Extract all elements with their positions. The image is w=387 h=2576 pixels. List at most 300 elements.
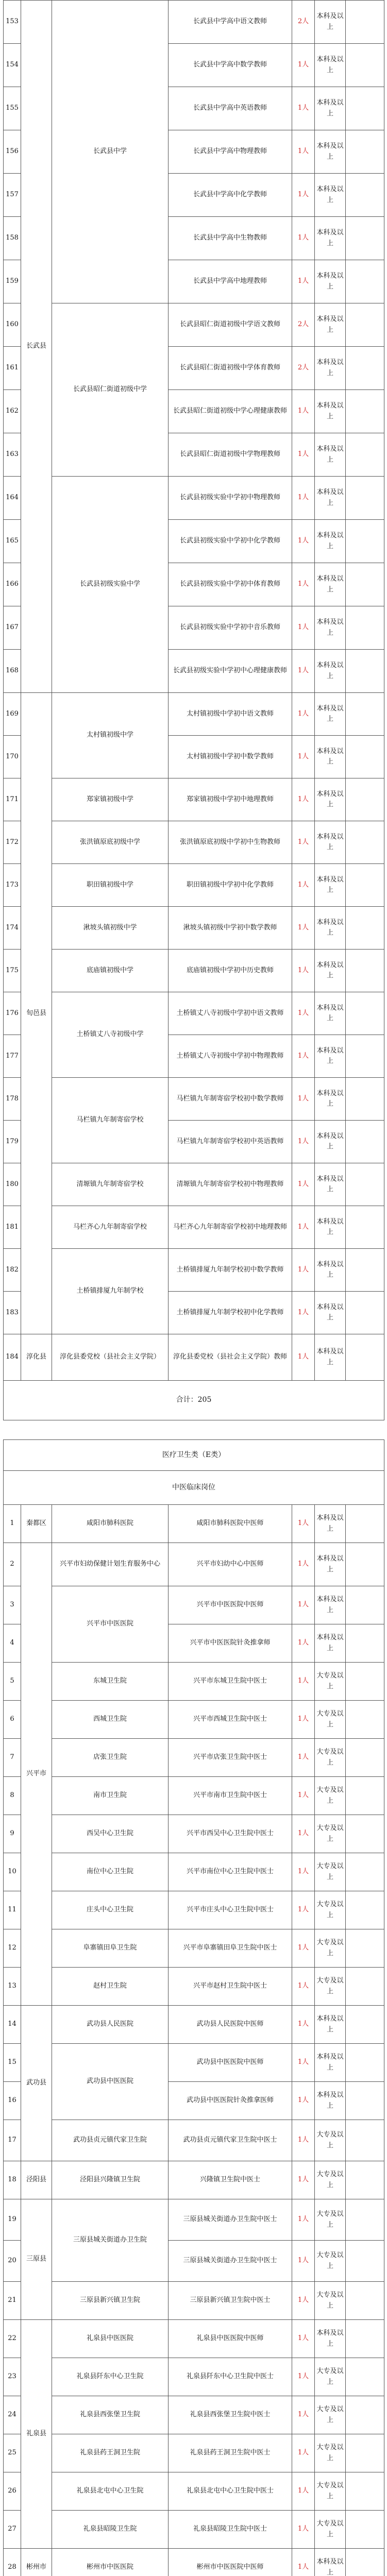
unit-cell: 南位中心卫生院 xyxy=(52,1853,169,1891)
count-cell: 1人 xyxy=(292,217,315,260)
unit-cell: 东城卫生院 xyxy=(52,1663,169,1701)
row-number: 28 xyxy=(4,2549,21,2576)
extra-cell xyxy=(346,606,384,650)
unit-cell: 武功县贞元镇代家卫生院 xyxy=(52,2120,169,2161)
edu-cell: 本科及以上 xyxy=(315,563,346,606)
row-number: 171 xyxy=(4,778,21,821)
count-cell: 1人 xyxy=(292,2199,315,2241)
count-cell: 1人 xyxy=(292,736,315,778)
extra-cell xyxy=(346,1249,384,1292)
row-number: 161 xyxy=(4,347,21,390)
unit-cell: 马栏镇九年制寄宿学校 xyxy=(52,1078,169,1163)
count-cell: 1人 xyxy=(292,2241,315,2282)
count-cell: 1人 xyxy=(292,1586,315,1624)
table-row xyxy=(4,1163,384,1206)
count-cell: 1人 xyxy=(292,2358,315,2396)
post-cell: 湫坡头镇初级中学初中数学教师 xyxy=(169,907,292,950)
count-cell: 1人 xyxy=(292,2320,315,2358)
row-number: 167 xyxy=(4,606,21,650)
post-cell: 武功县中医医院针灸推拿医师 xyxy=(169,2082,292,2120)
edu-cell: 本科及以上 xyxy=(315,174,346,217)
count-cell: 1人 xyxy=(292,1121,315,1163)
row-number: 15 xyxy=(4,2044,21,2082)
post-cell: 礼泉县北屯中心卫生院中医士 xyxy=(169,2472,292,2511)
row-number: 4 xyxy=(4,1624,21,1663)
table-row xyxy=(4,1853,384,1891)
edu-cell: 本科及以上 xyxy=(315,1292,346,1334)
post-cell: 兴平市西吴中心卫生院中医士 xyxy=(169,1815,292,1853)
post-cell: 马栏镇九年制寄宿学校初中数学教师 xyxy=(169,1078,292,1121)
edu-cell: 大专及以上 xyxy=(315,1968,346,2006)
edu-cell: 大专及以上 xyxy=(315,1701,346,1739)
unit-cell: 底庙镇初级中学 xyxy=(52,950,169,992)
row-number: 158 xyxy=(4,217,21,260)
post-cell: 长武县中学高中英语教师 xyxy=(169,87,292,130)
county-cell: 泾阳县 xyxy=(21,2161,52,2199)
unit-cell: 马栏齐心九年制寄宿学校 xyxy=(52,1206,169,1249)
count-cell: 1人 xyxy=(292,778,315,821)
edu-cell: 本科及以上 xyxy=(315,778,346,821)
unit-cell: 张洪镇原底初级中学 xyxy=(52,821,169,864)
table-row xyxy=(4,2396,384,2434)
count-cell: 1人 xyxy=(292,1624,315,1663)
row-number: 9 xyxy=(4,1815,21,1853)
count-cell: 1人 xyxy=(292,1777,315,1815)
edu-cell: 大专及以上 xyxy=(315,2199,346,2241)
post-cell: 长武县中学高中生物教师 xyxy=(169,217,292,260)
table-row xyxy=(4,1249,384,1292)
post-cell: 底庙镇初级中学初中历史教师 xyxy=(169,950,292,992)
unit-cell: 咸阳市肺科医院 xyxy=(52,1505,169,1543)
table-row xyxy=(4,778,384,821)
edu-cell: 本科及以上 xyxy=(315,44,346,87)
edu-cell: 大专及以上 xyxy=(315,1777,346,1815)
county-cell: 淳化县 xyxy=(21,1334,52,1381)
extra-cell xyxy=(346,477,384,520)
row-number: 172 xyxy=(4,821,21,864)
unit-cell: 淳化县委党校（县社会主义学院） xyxy=(52,1334,169,1381)
unit-cell: 礼泉县药王洞卫生院 xyxy=(52,2434,169,2472)
unit-cell: 兴平市中医医院 xyxy=(52,1586,169,1663)
count-cell: 1人 xyxy=(292,2396,315,2434)
post-cell: 长武县初级实验中学初中音乐教师 xyxy=(169,606,292,650)
count-cell: 1人 xyxy=(292,1891,315,1929)
edu-cell: 本科及以上 xyxy=(315,1206,346,1249)
row-number: 162 xyxy=(4,390,21,433)
subcategory-row xyxy=(4,1471,384,1505)
county-cell: 三原县 xyxy=(21,2199,52,2320)
post-cell: 三原县城关街道办卫生院中医士 xyxy=(169,2241,292,2282)
extra-cell xyxy=(346,907,384,950)
count-cell: 1人 xyxy=(292,1035,315,1078)
category-row xyxy=(4,1440,384,1471)
post-cell: 咸阳市肺科医院中医师 xyxy=(169,1505,292,1543)
unit-cell: 西城卫生院 xyxy=(52,1701,169,1739)
row-number: 177 xyxy=(4,1035,21,1078)
edu-cell: 大专及以上 xyxy=(315,1663,346,1701)
table-row xyxy=(4,821,384,864)
edu-cell: 大专及以上 xyxy=(315,2161,346,2199)
row-number: 156 xyxy=(4,130,21,174)
unit-cell: 南市卫生院 xyxy=(52,1777,169,1815)
row-number: 173 xyxy=(4,864,21,907)
post-cell: 兴平市中医医院中医师 xyxy=(169,1586,292,1624)
extra-cell xyxy=(346,1815,384,1853)
count-cell: 2人 xyxy=(292,347,315,390)
extra-cell xyxy=(346,1292,384,1334)
edu-cell: 本科及以上 xyxy=(315,1543,346,1586)
edu-cell: 本科及以上 xyxy=(315,1505,346,1543)
edu-cell: 本科及以上 xyxy=(315,433,346,477)
post-cell: 兴平市赵村卫生院中医士 xyxy=(169,1968,292,2006)
extra-cell xyxy=(346,2006,384,2044)
row-number: 153 xyxy=(4,1,21,44)
count-cell: 1人 xyxy=(292,1739,315,1777)
count-cell: 1人 xyxy=(292,1968,315,2006)
extra-cell xyxy=(346,87,384,130)
edu-cell: 本科及以上 xyxy=(315,1624,346,1663)
post-cell: 郑家镇初级中学初中地理教师 xyxy=(169,778,292,821)
count-cell: 1人 xyxy=(292,2120,315,2161)
unit-cell: 三原县新兴镇卫生院 xyxy=(52,2282,169,2320)
extra-cell xyxy=(346,1121,384,1163)
edu-cell: 大专及以上 xyxy=(315,1891,346,1929)
extra-cell xyxy=(346,950,384,992)
row-number: 18 xyxy=(4,2161,21,2199)
table-row xyxy=(4,2358,384,2396)
post-cell: 土桥镇丈八寺初级中学初中物理教师 xyxy=(169,1035,292,1078)
edu-cell: 本科及以上 xyxy=(315,2082,346,2120)
row-number: 1 xyxy=(4,1505,21,1543)
count-cell: 1人 xyxy=(292,2434,315,2472)
table-row xyxy=(4,2044,384,2082)
edu-cell: 本科及以上 xyxy=(315,2006,346,2044)
extra-cell xyxy=(346,1663,384,1701)
row-number: 184 xyxy=(4,1334,21,1381)
unit-cell: 长武县中学 xyxy=(52,1,169,303)
extra-cell xyxy=(346,1624,384,1663)
post-cell: 长武县中学高中化学教师 xyxy=(169,174,292,217)
unit-cell: 礼泉县西张堡卫生院 xyxy=(52,2396,169,2434)
count-cell: 1人 xyxy=(292,44,315,87)
extra-cell xyxy=(346,1163,384,1206)
extra-cell xyxy=(346,217,384,260)
edu-cell: 本科及以上 xyxy=(315,260,346,303)
edu-cell: 本科及以上 xyxy=(315,2044,346,2082)
count-cell: 1人 xyxy=(292,2282,315,2320)
post-cell: 长武县昭仁街道初级中学语文教师 xyxy=(169,303,292,347)
extra-cell xyxy=(346,2511,384,2549)
extra-cell xyxy=(346,2549,384,2576)
row-number: 22 xyxy=(4,2320,21,2358)
edu-cell: 本科及以上 xyxy=(315,650,346,693)
county-cell: 旬邑县 xyxy=(21,693,52,1334)
table-row xyxy=(4,992,384,1035)
row-number: 16 xyxy=(4,2082,21,2120)
extra-cell xyxy=(346,2199,384,2241)
post-cell: 张洪镇原底初级中学初中生物教师 xyxy=(169,821,292,864)
unit-cell: 阜寨镇田阜卫生院 xyxy=(52,1929,169,1968)
post-cell: 兴平市南市卫生院中医士 xyxy=(169,1777,292,1815)
post-cell: 马栏镇九年制寄宿学校初中英语教师 xyxy=(169,1121,292,1163)
county-cell: 礼泉县 xyxy=(21,2320,52,2549)
row-number: 20 xyxy=(4,2241,21,2282)
edu-cell: 本科及以上 xyxy=(315,2549,346,2576)
extra-cell xyxy=(346,2358,384,2396)
row-number: 7 xyxy=(4,1739,21,1777)
post-cell: 兴隆镇卫生院中医士 xyxy=(169,2161,292,2199)
edu-cell: 本科及以上 xyxy=(315,477,346,520)
row-number: 17 xyxy=(4,2120,21,2161)
extra-cell xyxy=(346,2120,384,2161)
unit-cell: 礼泉县昭陵卫生院 xyxy=(52,2511,169,2549)
edu-cell: 大专及以上 xyxy=(315,2120,346,2161)
post-cell: 土桥镇排厦九年制学校初中数学教师 xyxy=(169,1249,292,1292)
count-cell: 1人 xyxy=(292,821,315,864)
row-number: 174 xyxy=(4,907,21,950)
unit-cell: 西吴中心卫生院 xyxy=(52,1815,169,1853)
unit-cell: 庄头中心卫生院 xyxy=(52,1891,169,1929)
edu-cell: 本科及以上 xyxy=(315,390,346,433)
table-row xyxy=(4,1891,384,1929)
count-cell: 1人 xyxy=(292,2082,315,2120)
table-row xyxy=(4,1206,384,1249)
post-cell: 兴平市南位中心卫生院中医士 xyxy=(169,1853,292,1891)
table-row xyxy=(4,2511,384,2549)
post-cell: 兴平市店张卫生院中医士 xyxy=(169,1739,292,1777)
post-cell: 彬州市中医医院中医师 xyxy=(169,2549,292,2576)
post-cell: 武功县中医医院中医师 xyxy=(169,2044,292,2082)
post-cell: 兴平市中医医院针灸推拿师 xyxy=(169,1624,292,1663)
table-row xyxy=(4,1505,384,1543)
extra-cell xyxy=(346,2472,384,2511)
table-row xyxy=(4,303,384,347)
edu-cell: 本科及以上 xyxy=(315,217,346,260)
row-number: 24 xyxy=(4,2396,21,2434)
count-cell: 1人 xyxy=(292,606,315,650)
extra-cell xyxy=(346,2161,384,2199)
row-number: 165 xyxy=(4,520,21,563)
post-cell: 礼泉县中医医院中医师 xyxy=(169,2320,292,2358)
row-number: 11 xyxy=(4,1891,21,1929)
table-row xyxy=(4,1701,384,1739)
extra-cell xyxy=(346,2082,384,2120)
county-cell: 秦都区 xyxy=(21,1505,52,1543)
table-row xyxy=(4,2282,384,2320)
edu-cell: 本科及以上 xyxy=(315,1586,346,1624)
count-cell: 1人 xyxy=(292,864,315,907)
extra-cell xyxy=(346,1035,384,1078)
extra-cell xyxy=(346,2282,384,2320)
count-cell: 1人 xyxy=(292,1701,315,1739)
extra-cell xyxy=(346,1891,384,1929)
edu-cell: 大专及以上 xyxy=(315,2511,346,2549)
count-cell: 2人 xyxy=(292,303,315,347)
extra-cell xyxy=(346,2044,384,2082)
count-cell: 1人 xyxy=(292,260,315,303)
edu-cell: 大专及以上 xyxy=(315,2434,346,2472)
count-cell: 1人 xyxy=(292,520,315,563)
post-cell: 长武县初级实验中学初中化学教师 xyxy=(169,520,292,563)
unit-cell: 彬州市中医医院 xyxy=(52,2549,169,2576)
count-cell: 1人 xyxy=(292,2472,315,2511)
row-number: 180 xyxy=(4,1163,21,1206)
count-cell: 1人 xyxy=(292,174,315,217)
post-cell: 长武县昭仁街道初级中学心理健康教师 xyxy=(169,390,292,433)
count-cell: 1人 xyxy=(292,2511,315,2549)
unit-cell: 兴平市妇幼保健计划生育服务中心 xyxy=(52,1543,169,1586)
count-cell: 1人 xyxy=(292,130,315,174)
count-cell: 1人 xyxy=(292,650,315,693)
row-number: 26 xyxy=(4,2472,21,2511)
row-number: 163 xyxy=(4,433,21,477)
edu-cell: 本科及以上 xyxy=(315,1249,346,1292)
edu-cell: 本科及以上 xyxy=(315,1,346,44)
edu-cell: 大专及以上 xyxy=(315,2358,346,2396)
edu-cell: 大专及以上 xyxy=(315,1815,346,1853)
county-cell: 长武县 xyxy=(21,1,52,693)
post-cell: 职田镇初级中学初中化学教师 xyxy=(169,864,292,907)
table-row xyxy=(4,2434,384,2472)
table-row xyxy=(4,907,384,950)
table-row xyxy=(4,2320,384,2358)
row-number: 13 xyxy=(4,1968,21,2006)
row-number: 164 xyxy=(4,477,21,520)
edu-cell: 本科及以上 xyxy=(315,1035,346,1078)
count-cell: 1人 xyxy=(292,1663,315,1701)
post-cell: 土桥镇排厦九年制学校初中化学教师 xyxy=(169,1292,292,1334)
post-cell: 礼泉县阡东中心卫生院中医士 xyxy=(169,2358,292,2396)
edu-cell: 本科及以上 xyxy=(315,606,346,650)
extra-cell xyxy=(346,2434,384,2472)
table-row xyxy=(4,2472,384,2511)
table-row xyxy=(4,693,384,736)
count-cell: 1人 xyxy=(292,2006,315,2044)
extra-cell xyxy=(346,821,384,864)
row-number: 159 xyxy=(4,260,21,303)
edu-cell: 本科及以上 xyxy=(315,864,346,907)
edu-cell: 本科及以上 xyxy=(315,693,346,736)
unit-cell: 礼泉县中医医院 xyxy=(52,2320,169,2358)
extra-cell xyxy=(346,174,384,217)
table-row xyxy=(4,2199,384,2241)
extra-cell xyxy=(346,1334,384,1381)
extra-cell xyxy=(346,260,384,303)
table-row xyxy=(4,2006,384,2044)
post-cell: 礼泉县昭陵卫生院中医士 xyxy=(169,2511,292,2549)
count-cell: 1人 xyxy=(292,693,315,736)
post-cell: 太村镇初级中学初中语文教师 xyxy=(169,693,292,736)
post-cell: 长武县昭仁街道初级中学物理教师 xyxy=(169,433,292,477)
count-cell: 1人 xyxy=(292,1206,315,1249)
table-row xyxy=(4,1543,384,1586)
row-number: 154 xyxy=(4,44,21,87)
post-cell: 兴平市东城卫生院中医士 xyxy=(169,1663,292,1701)
edu-cell: 本科及以上 xyxy=(315,821,346,864)
row-number: 2 xyxy=(4,1543,21,1586)
edu-cell: 大专及以上 xyxy=(315,1929,346,1968)
count-cell: 1人 xyxy=(292,390,315,433)
count-cell: 1人 xyxy=(292,1543,315,1586)
count-cell: 1人 xyxy=(292,1929,315,1968)
edu-cell: 大专及以上 xyxy=(315,2282,346,2320)
row-number: 155 xyxy=(4,87,21,130)
edu-cell: 本科及以上 xyxy=(315,130,346,174)
unit-cell: 长武县初级实验中学 xyxy=(52,477,169,693)
extra-cell xyxy=(346,1739,384,1777)
row-number: 160 xyxy=(4,303,21,347)
extra-cell xyxy=(346,1701,384,1739)
row-number: 27 xyxy=(4,2511,21,2549)
table-row xyxy=(4,1968,384,2006)
extra-cell xyxy=(346,1505,384,1543)
edu-cell: 本科及以上 xyxy=(315,907,346,950)
subcategory-title: 中医临床岗位 xyxy=(4,1471,384,1505)
count-cell: 1人 xyxy=(292,2044,315,2082)
county-cell: 武功县 xyxy=(21,2006,52,2161)
count-cell: 1人 xyxy=(292,1853,315,1891)
unit-cell: 土桥镇丈八寺初级中学 xyxy=(52,992,169,1078)
unit-cell: 湫坡头镇初级中学 xyxy=(52,907,169,950)
count-cell: 1人 xyxy=(292,2549,315,2576)
edu-cell: 本科及以上 xyxy=(315,303,346,347)
total-row xyxy=(4,1381,384,1420)
extra-cell xyxy=(346,1586,384,1624)
extra-cell xyxy=(346,44,384,87)
edu-cell: 大专及以上 xyxy=(315,1739,346,1777)
table-row xyxy=(4,1929,384,1968)
row-number: 181 xyxy=(4,1206,21,1249)
table-row xyxy=(4,2549,384,2576)
post-cell: 长武县初级实验中学初中体育教师 xyxy=(169,563,292,606)
table-row xyxy=(4,1334,384,1381)
row-number: 182 xyxy=(4,1249,21,1292)
table-row xyxy=(4,1815,384,1853)
row-number: 5 xyxy=(4,1663,21,1701)
edu-cell: 本科及以上 xyxy=(315,87,346,130)
post-cell: 长武县中学高中地理教师 xyxy=(169,260,292,303)
extra-cell xyxy=(346,390,384,433)
row-number: 8 xyxy=(4,1777,21,1815)
post-cell: 土桥镇丈八寺初级中学初中语文教师 xyxy=(169,992,292,1035)
count-cell: 1人 xyxy=(292,563,315,606)
post-cell: 武功县人民医院中医师 xyxy=(169,2006,292,2044)
extra-cell xyxy=(346,2396,384,2434)
table-row xyxy=(4,2161,384,2199)
row-number: 166 xyxy=(4,563,21,606)
unit-cell: 太村镇初级中学 xyxy=(52,693,169,778)
extra-cell xyxy=(346,650,384,693)
edu-cell: 本科及以上 xyxy=(315,1334,346,1381)
post-cell: 长武县初级实验中学初中心理健康教师 xyxy=(169,650,292,693)
row-number: 157 xyxy=(4,174,21,217)
post-cell: 兴平市庄头中心卫生院中医士 xyxy=(169,1891,292,1929)
row-number: 23 xyxy=(4,2358,21,2396)
extra-cell xyxy=(346,2241,384,2282)
row-number: 21 xyxy=(4,2282,21,2320)
count-cell: 1人 xyxy=(292,2161,315,2199)
post-cell: 清塬镇九年制寄宿学校初中物理教师 xyxy=(169,1163,292,1206)
extra-cell xyxy=(346,992,384,1035)
row-number: 3 xyxy=(4,1586,21,1624)
extra-cell xyxy=(346,2320,384,2358)
unit-cell: 赵村卫生院 xyxy=(52,1968,169,2006)
category-title: 医疗卫生类（E类） xyxy=(4,1440,384,1471)
row-number: 175 xyxy=(4,950,21,992)
count-cell: 1人 xyxy=(292,433,315,477)
table-row xyxy=(4,1777,384,1815)
extra-cell xyxy=(346,864,384,907)
